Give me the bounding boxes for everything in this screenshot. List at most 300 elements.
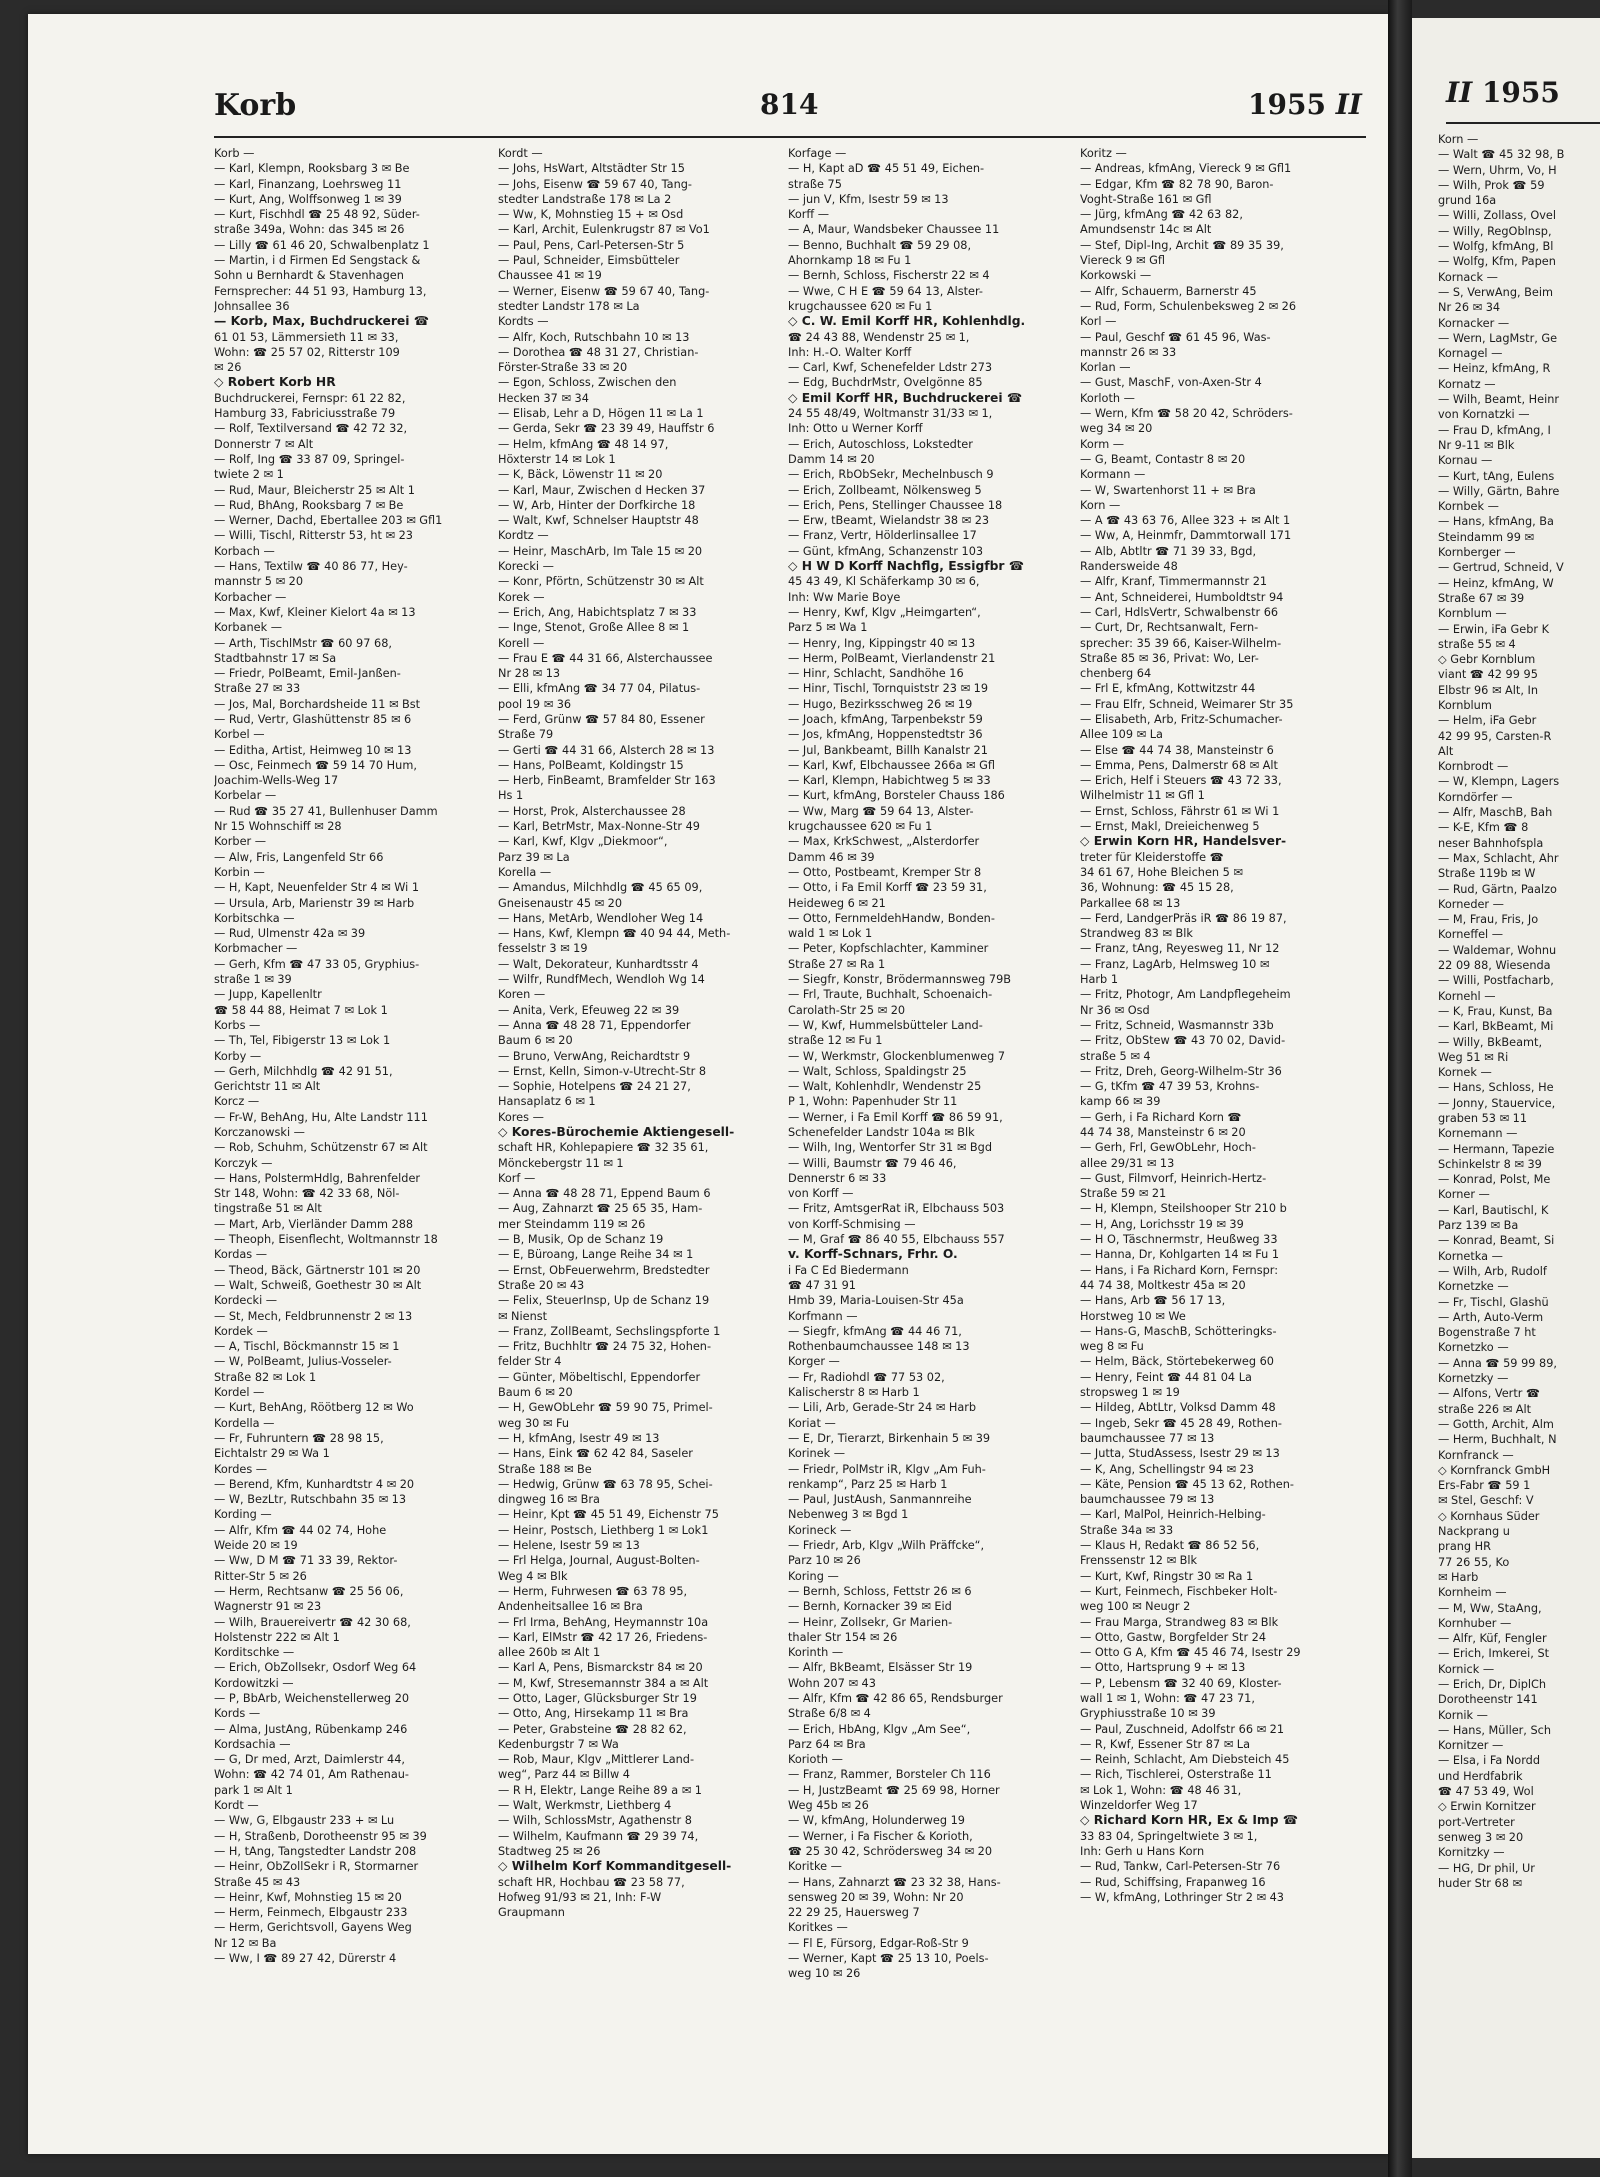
directory-entry-line: — Willi, Tischl, Ritterstr 53, ht ✉ 23	[214, 529, 413, 543]
directory-entry-line: Kordas —	[214, 1248, 268, 1262]
directory-entry-line: — S, VerwAng, Beim	[1438, 285, 1554, 299]
page-number: 814	[760, 88, 819, 121]
directory-entry-line: — Fr, Tischl, Glashü	[1438, 1295, 1549, 1309]
directory-entry-line: ◇ Robert Korb HR	[214, 375, 336, 390]
directory-entry-line: stropsweg 1 ✉ 19	[1080, 1386, 1180, 1400]
directory-entry-line: Koring —	[788, 1569, 839, 1583]
directory-entry-line: — Ferd, LandgerPräs iR ☎ 86 19 87,	[1080, 911, 1287, 925]
directory-entry-line: Hs 1	[498, 789, 524, 803]
directory-entry-line: — Egon, Schloss, Zwischen den	[498, 376, 677, 390]
directory-entry-line: — Alw, Fris, Langenfeld Str 66	[214, 850, 384, 864]
directory-entry-line: — Emma, Pens, Dalmerstr 68 ✉ Alt	[1080, 758, 1278, 772]
directory-entry-line: Korcz —	[214, 1095, 260, 1109]
directory-entry-line: — Siegfr, kfmAng ☎ 44 46 71,	[788, 1324, 962, 1338]
directory-entry-line: Kording —	[214, 1508, 272, 1522]
directory-entry-line: ◇ Kornfranck GmbH	[1438, 1463, 1551, 1477]
directory-entry-line: Horstweg 10 ✉ We	[1080, 1309, 1186, 1323]
directory-entry-line: — Max, Kwf, Kleiner Kielort 4a ✉ 13	[214, 605, 416, 619]
directory-entry-line: — Herm, Gerichtsvoll, Gayens Weg	[214, 1921, 412, 1935]
directory-entry-line: — Rud, BhAng, Rooksbarg 7 ✉ Be	[214, 498, 404, 512]
directory-entry-line: — Herb, FinBeamt, Bramfelder Str 163	[498, 774, 716, 788]
directory-entry-line: Chaussee 41 ✉ 19	[498, 269, 602, 283]
directory-entry-line: — Alfr, Küf, Fengler	[1438, 1632, 1547, 1646]
directory-entry-line: Carolath-Str 25 ✉ 20	[788, 1003, 906, 1017]
directory-entry-line: — Hans, Textilw ☎ 40 86 77, Hey-	[214, 560, 408, 574]
directory-entry-line: — Frl Irma, BehAng, Heymannstr 10a	[498, 1615, 709, 1629]
directory-entry-line: 42 99 95, Carsten-R	[1438, 729, 1552, 743]
directory-entry-line: Gerichtstr 11 ✉ Alt	[214, 1080, 321, 1094]
directory-entry-line: Kornblum	[1438, 698, 1492, 712]
directory-entry-line: treter für Kleiderstoffe ☎	[1080, 850, 1224, 864]
directory-entry-line: tingstraße 51 ✉ Alt	[214, 1202, 322, 1216]
directory-entry-line: — Carl, Kwf, Schenefelder Ldstr 273	[788, 361, 993, 375]
directory-entry-line: Joachim-Wells-Weg 17	[214, 774, 339, 788]
directory-entry-line: — Hans, PolstermHdlg, Bahrenfelder	[214, 1171, 421, 1185]
directory-entry-line: Weg 4 ✉ Blk	[498, 1569, 568, 1583]
directory-entry-line: — Rud, Gärtn, Paalzo	[1438, 882, 1557, 896]
directory-entry-line: — Hans, kfmAng, Ba	[1438, 515, 1554, 529]
directory-entry-line: Kornberger —	[1438, 546, 1516, 560]
directory-entry-line: mannstr 26 ✉ 33	[1080, 345, 1177, 359]
directory-entry-line: von Korff —	[788, 1187, 854, 1201]
directory-entry-line: — W, PolBeamt, Julius-Vosseler-	[214, 1355, 392, 1369]
directory-entry-line: — Walt, Schweiß, Goethestr 30 ✉ Alt	[214, 1278, 422, 1292]
page-volume: II	[1335, 88, 1362, 121]
directory-entry-line: Korbel —	[214, 728, 265, 742]
directory-entry-line: — Günt, kfmAng, Schanzenstr 103	[788, 544, 984, 558]
directory-entry-line: Kornblum —	[1438, 607, 1507, 621]
directory-entry-line: und Herdfabrik	[1438, 1769, 1523, 1783]
directory-entry-line: Kordsachia —	[214, 1737, 291, 1751]
directory-entry-line: — Heinr, Postsch, Liethberg 1 ✉ Lok1	[498, 1523, 709, 1537]
directory-entry-line: Schinkelstr 8 ✉ 39	[1438, 1157, 1542, 1171]
directory-entry-line: — H, Straßenb, Dorotheenstr 95 ✉ 39	[214, 1829, 427, 1843]
directory-entry-line: — Hans, Arb ☎ 56 17 13,	[1080, 1294, 1226, 1308]
directory-entry-line: — Willy, Gärtn, Bahre	[1438, 484, 1560, 498]
directory-entry-line: — Kurt, tAng, Eulens	[1438, 469, 1555, 483]
directory-entry-line: Straße 34a ✉ 33	[1080, 1523, 1174, 1537]
directory-entry-line: Straße 27 ✉ Ra 1	[788, 957, 886, 971]
directory-entry-line: Dorotheenstr 141	[1438, 1693, 1538, 1707]
directory-entry-line: Amundsenstr 14c ✉ Alt	[1080, 223, 1212, 237]
directory-entry-line: 44 74 38, Moltkestr 45a ✉ 20	[1080, 1278, 1246, 1292]
directory-entry-line: Korkowski —	[1080, 269, 1152, 283]
directory-entry-line: prang HR	[1438, 1540, 1492, 1554]
directory-entry-line: — W, kfmAng, Lothringer Str 2 ✉ 43	[1080, 1890, 1284, 1904]
directory-entry-line: Rothenbaumchaussee 148 ✉ 13	[788, 1340, 970, 1354]
directory-entry-line: — Otto G A, Kfm ☎ 45 46 74, Isestr 29	[1080, 1646, 1301, 1660]
directory-entry-line: — Willy, BkBeamt,	[1438, 1035, 1543, 1049]
directory-entry-line: — Hans, MetArb, Wendloher Weg 14	[498, 911, 704, 925]
directory-entry-line: ✉ 26	[214, 361, 242, 375]
directory-entry-line: Korloth —	[1080, 391, 1135, 405]
directory-entry-line: — K, Frau, Kunst, Ba	[1438, 1004, 1553, 1018]
directory-entry-line: — Erw, tBeamt, Wielandstr 38 ✉ 23	[788, 514, 990, 528]
directory-entry-line: — Edg, BuchdrMstr, Ovelgönne 85	[788, 376, 983, 390]
directory-entry-line: ◇ Erwin Korn HR, Handelsver-	[1080, 834, 1287, 849]
directory-entry-line: — Ww, I ☎ 89 27 42, Dürerstr 4	[214, 1952, 397, 1966]
directory-entry-line: — Paul, JustAush, Sanmannreihe	[788, 1493, 972, 1507]
directory-entry-line: — Elisab, Lehr a D, Högen 11 ✉ La 1	[498, 407, 704, 421]
directory-entry-line: Korioth —	[788, 1753, 843, 1767]
directory-entry-line: — Elisabeth, Arb, Fritz-Schumacher-	[1080, 712, 1283, 726]
directory-entry-line: 44 74 38, Mansteinstr 6 ✉ 20	[1080, 1126, 1246, 1139]
directory-entry-line: stedter Landstraße 178 ✉ La 2	[498, 192, 672, 206]
directory-entry-line: ✉ Lok 1, Wohn: ☎ 48 46 31,	[1080, 1783, 1242, 1797]
directory-entry-line: — Arth, TischlMstr ☎ 60 97 68,	[214, 636, 392, 650]
directory-entry-line: Korek —	[498, 590, 545, 604]
directory-entry-line: — Fritz, Dreh, Georg-Wilhelm-Str 36	[1080, 1064, 1282, 1078]
directory-entry-line: straße 75	[788, 177, 842, 191]
column-1	[214, 146, 494, 1966]
directory-entry-line: — Jürg, kfmAng ☎ 42 63 82,	[1080, 208, 1243, 222]
directory-entry-line: weg 8 ✉ Fu	[1080, 1340, 1144, 1354]
directory-entry-line: — Jos, Mal, Borchardsheide 11 ✉ Bst	[214, 697, 421, 711]
directory-entry-line: — W, Werkmstr, Glockenblumenweg 7	[788, 1049, 1006, 1063]
directory-entry-line: — Jos, kfmAng, Hoppenstedtstr 36	[788, 728, 983, 742]
directory-entry-line: — Walt, Kwf, Schnelser Hauptstr 48	[498, 514, 699, 528]
directory-entry-line: Kordella —	[214, 1416, 275, 1430]
directory-entry-line: baumchaussee 77 ✉ 13	[1080, 1431, 1215, 1445]
directory-entry-line: Bogenstraße 7 ht	[1438, 1326, 1536, 1340]
directory-entry-line: — Dorothea ☎ 48 31 27, Christian-	[498, 345, 699, 359]
directory-entry-line: — Alfr, Koch, Rutschbahn 10 ✉ 13	[498, 330, 690, 344]
directory-entry-line: — Ww, G, Elbgaustr 233 + ✉ Lu	[214, 1814, 395, 1828]
directory-entry-line: mer Steindamm 119 ✉ 26	[498, 1217, 646, 1231]
directory-entry-line: — Franz, Rammer, Borsteler Ch 116	[788, 1768, 991, 1782]
directory-entry-line: ◇ H W D Korff Nachflg, Essigfbr ☎	[788, 559, 1025, 574]
directory-entry-line: viant ☎ 42 99 95	[1438, 668, 1538, 682]
directory-entry-line: — Arth, Auto-Verm	[1438, 1310, 1544, 1324]
directory-entry-line: Kordes —	[214, 1462, 268, 1476]
directory-entry-line: — Henry, Ing, Kippingstr 40 ✉ 13	[788, 636, 976, 650]
directory-entry-line: Inh: Otto u Werner Korff	[788, 422, 923, 436]
directory-entry-line: — Anna ☎ 48 28 71, Eppend Baum 6	[498, 1187, 711, 1201]
directory-entry-line: — G, Beamt, Contastr 8 ✉ 20	[1080, 452, 1246, 466]
directory-entry-line: ✉ Stel, Geschf: V	[1438, 1494, 1534, 1508]
page-year-volume	[1248, 88, 1362, 132]
directory-entry-line: Korfmann —	[788, 1309, 858, 1323]
directory-entry-line: Korczanowski —	[214, 1126, 305, 1139]
directory-entry-line: straße 5 ✉ 4	[1080, 1049, 1151, 1063]
directory-entry-line: Kornack —	[1438, 270, 1498, 284]
directory-entry-line: Straße 45 ✉ 43	[214, 1875, 301, 1889]
directory-entry-line: ◇ Emil Korff HR, Buchdruckerei ☎	[788, 390, 1023, 405]
directory-entry-line: — Jonny, Stauervice,	[1438, 1096, 1556, 1110]
next-page-rule	[1446, 122, 1600, 124]
directory-entry-line: — St, Mech, Feldbrunnenstr 2 ✉ 13	[214, 1309, 413, 1323]
directory-entry-line: — Heinr, MaschArb, Im Tale 15 ✉ 20	[498, 544, 703, 558]
directory-entry-line: 36, Wohnung: ☎ 45 15 28,	[1080, 881, 1234, 895]
directory-entry-line: ◇ Richard Korn HR, Ex & Imp ☎	[1080, 1813, 1299, 1828]
directory-entry-line: ☎ 58 44 88, Heimat 7 ✉ Lok 1	[214, 1003, 388, 1017]
directory-entry-line: — Johs, HsWart, Altstädter Str 15	[498, 162, 685, 176]
directory-entry-line: — Wilh, SchlossMstr, Agathenstr 8	[498, 1814, 692, 1828]
directory-entry-line: krugchaussee 620 ✉ Fu 1	[788, 299, 933, 313]
directory-entry-line: — Friedr, Arb, Klgv „Wilh Präffcke“,	[788, 1539, 985, 1553]
directory-entry-line: — Elsa, i Fa Nordd	[1438, 1754, 1541, 1768]
directory-entry-line: Korecki —	[498, 560, 554, 574]
directory-entry-line: 24 55 48/49, Woltmanstr 31/33 ✉ 1,	[788, 407, 993, 421]
directory-entry-line: — Ursula, Arb, Marienstr 39 ✉ Harb	[214, 896, 415, 910]
directory-entry-line: — Gerti ☎ 44 31 66, Alsterch 28 ✉ 13	[498, 743, 715, 757]
directory-entry-line: — H, Ang, Lorichsstr 19 ✉ 39	[1080, 1217, 1244, 1231]
directory-entry-line: — Anita, Verk, Efeuweg 22 ✉ 39	[498, 1003, 680, 1017]
directory-entry-line: Wohn 207 ✉ 43	[788, 1676, 876, 1690]
directory-entry-line: Elbstr 96 ✉ Alt, In	[1438, 683, 1538, 697]
directory-entry-line: — Martin, i d Firmen Ed Sengstack &	[214, 254, 421, 268]
directory-entry-line: — Berend, Kfm, Kunhardtstr 4 ✉ 20	[214, 1477, 415, 1491]
directory-entry-line: — Johs, Eisenw ☎ 59 67 40, Tang-	[498, 177, 692, 191]
directory-entry-line: wald 1 ✉ Lok 1	[788, 927, 873, 941]
directory-entry-line: — Frau D, kfmAng, I	[1438, 423, 1551, 437]
directory-entry-line: — Wwe, C H E ☎ 59 64 13, Alster-	[788, 284, 984, 298]
directory-entry-line: — Edgar, Kfm ☎ 82 78 90, Baron-	[1080, 177, 1274, 191]
directory-entry-line: — Heinr, Kwf, Mohnstieg 15 ✉ 20	[214, 1890, 402, 1904]
directory-entry-line: — Helm, Bäck, Störtebekerweg 60	[1080, 1355, 1274, 1369]
directory-entry-line: ☎ 25 30 42, Schrödersweg 34 ✉ 20	[788, 1844, 993, 1858]
directory-entry-line: allee 29/31 ✉ 13	[1080, 1156, 1175, 1170]
directory-entry-line: Korbin —	[214, 865, 265, 879]
directory-entry-line: — Willi, Zollass, Ovel	[1438, 209, 1557, 223]
directory-entry-line: — Wilh, Brauereivertr ☎ 42 30 68,	[214, 1615, 411, 1629]
directory-entry-line: Korlan —	[1080, 361, 1131, 375]
directory-entry-line: Kordel —	[214, 1386, 265, 1400]
directory-entry-line: — Waldemar, Wohnu	[1438, 943, 1557, 957]
directory-entry-line: — Ww, D M ☎ 71 33 39, Rektor-	[214, 1554, 398, 1568]
directory-entry-line: — Walt ☎ 45 32 98, B	[1438, 148, 1565, 162]
directory-entry-line: — Franz, LagArb, Helmsweg 10 ✉	[1080, 957, 1270, 971]
directory-entry-line: Parz 64 ✉ Bra	[788, 1737, 866, 1751]
directory-entry-line: — M, Kwf, Stresemannstr 384 a ✉ Alt	[498, 1676, 709, 1690]
directory-entry-line: — W, Kwf, Hummelsbütteler Land-	[788, 1018, 983, 1032]
directory-entry-line: — Otto, Ang, Hirsekamp 11 ✉ Bra	[498, 1707, 689, 1721]
directory-entry-line: — Hans, Müller, Sch	[1438, 1723, 1552, 1737]
directory-entry-line: Korella —	[498, 865, 552, 879]
directory-entry-line: — Alb, Abtltr ☎ 71 39 33, Bgd,	[1080, 544, 1257, 558]
directory-entry-line: Kornetzko —	[1438, 1341, 1509, 1355]
directory-entry-line: Korm —	[1080, 437, 1125, 451]
directory-entry-line: — Alfons, Vertr ☎	[1438, 1387, 1541, 1401]
directory-entry-line: — HG, Dr phil, Ur	[1438, 1861, 1535, 1875]
directory-entry-line: — Ernst, Makl, Dreieichenweg 5	[1080, 820, 1260, 834]
directory-entry-line: — Gerh, Kfm ☎ 47 33 05, Gryphius-	[214, 957, 420, 971]
directory-entry-line: — Fritz, ObStew ☎ 43 70 02, David-	[1080, 1034, 1286, 1048]
directory-entry-line: — Erich, HbAng, Klgv „Am See“,	[788, 1722, 971, 1736]
directory-entry-line: 22 29 25, Hauersweg 7	[788, 1906, 920, 1920]
directory-entry-line: Ritter-Str 5 ✉ 26	[214, 1569, 307, 1583]
directory-entry-line: Kornitzer —	[1438, 1739, 1504, 1753]
directory-entry-line: schaft HR, Hochbau ☎ 23 58 77,	[498, 1875, 685, 1889]
directory-entry-line: Gneisenaustr 45 ✉ 20	[498, 896, 623, 910]
directory-entry-line: — A, Maur, Wandsbeker Chaussee 11	[788, 223, 1000, 237]
directory-entry-line: Kornehl —	[1438, 989, 1496, 1003]
directory-entry-line: — Theoph, Eisenflecht, Woltmannstr 18	[214, 1233, 438, 1247]
directory-entry-line: weg 100 ✉ Neugr 2	[1080, 1600, 1191, 1614]
directory-entry-line: Wohn: ☎ 42 74 01, Am Rathenau-	[214, 1768, 409, 1782]
directory-entry-line: — Else ☎ 44 74 38, Mansteinstr 6	[1080, 743, 1274, 757]
directory-entry-line: Mönckebergstr 11 ✉ 1	[498, 1156, 624, 1170]
directory-entry-line: — Franz, tAng, Reyesweg 11, Nr 12	[1080, 942, 1280, 956]
directory-entry-line: — Karl, Kwf, Klgv „Diekmoor“,	[498, 835, 668, 849]
directory-entry-line: Nr 36 ✉ Osd	[1080, 1003, 1150, 1017]
directory-entry-line: — Ant, Schneiderei, Humboldtstr 94	[1080, 590, 1284, 604]
directory-entry-line: Inh: Gerh u Hans Korn	[1080, 1844, 1205, 1858]
directory-entry-line: — B, Musik, Op de Schanz 19	[498, 1233, 664, 1247]
directory-entry-line: ◇ C. W. Emil Korff HR, Kohlenhdlg.	[788, 314, 1026, 329]
directory-entry-line: — Frl Helga, Journal, August-Bolten-	[498, 1554, 700, 1568]
directory-entry-line: Buchdruckerei, Fernspr: 61 22 82,	[214, 391, 406, 405]
directory-entry-line: Koren —	[498, 988, 546, 1002]
next-page	[1412, 18, 1600, 2158]
directory-entry-line: — Ww, Marg ☎ 59 64 13, Alster-	[788, 804, 974, 818]
directory-entry-line: — Heinr, Kpt ☎ 45 51 49, Eichenstr 75	[498, 1508, 719, 1522]
directory-entry-line: — Willy, RegOblnsp,	[1438, 224, 1552, 238]
directory-entry-line: chenberg 64	[1080, 667, 1152, 681]
directory-entry-line: — Rolf, Ing ☎ 33 87 09, Springel-	[214, 452, 405, 466]
directory-entry-line: Str 148, Wohn: ☎ 42 33 68, Nöl-	[214, 1187, 400, 1201]
directory-entry-line: wall 1 ✉ 1, Wohn: ☎ 47 23 71,	[1080, 1691, 1255, 1705]
directory-entry-line: — Herm, Fuhrwesen ☎ 63 78 95,	[498, 1584, 688, 1598]
directory-entry-line: Kalischerstr 8 ✉ Harb 1	[788, 1386, 920, 1400]
directory-entry-line: — Fl E, Fürsorg, Edgar-Roß-Str 9	[788, 1936, 969, 1950]
directory-entry-line: — Karl, BetrMstr, Max-Nonne-Str 49	[498, 820, 700, 834]
directory-entry-line: — P, BbArb, Weichenstellerweg 20	[214, 1691, 410, 1705]
directory-entry-line: — Rud, Maur, Bleicherstr 25 ✉ Alt 1	[214, 483, 415, 497]
directory-entry-line: — A ☎ 43 63 76, Allee 323 + ✉ Alt 1	[1080, 514, 1291, 528]
directory-entry-line: Sohn u Bernhardt & Stavenhagen	[214, 269, 404, 283]
directory-entry-line: — Otto, Hartsprung 9 + ✉ 13	[1080, 1661, 1246, 1675]
directory-entry-line: Kordt —	[498, 147, 543, 160]
directory-entry-line: — Peter, Grabsteine ☎ 28 82 62,	[498, 1722, 687, 1736]
directory-entry-line: Korbacher —	[214, 590, 287, 604]
directory-entry-line: — Gerh, i Fa Richard Korn ☎	[1080, 1110, 1242, 1124]
directory-entry-line: Strandweg 83 ✉ Blk	[1080, 927, 1193, 941]
directory-entry-line: — Horst, Prok, Alsterchaussee 28	[498, 804, 686, 818]
directory-entry-line: renkamp“, Parz 25 ✉ Harb 1	[788, 1477, 948, 1491]
directory-entry-line: — Bernh, Schloss, Fettstr 26 ✉ 6	[788, 1584, 972, 1598]
directory-entry-line: ◇ Erwin Kornitzer	[1438, 1800, 1536, 1814]
directory-entry-line: — Kurt, Feinmech, Fischbeker Holt-	[1080, 1584, 1278, 1598]
directory-entry-line: — Aug, Zahnarzt ☎ 25 65 35, Ham-	[498, 1202, 703, 1216]
directory-entry-line: — K-E, Kfm ☎ 8	[1438, 821, 1529, 835]
directory-entry-line: — Erich, Zollbeamt, Nölkensweg 5	[788, 483, 982, 497]
directory-entry-line: — H, Kapt aD ☎ 45 51 49, Eichen-	[788, 162, 985, 176]
directory-entry-line: — Klaus H, Redakt ☎ 86 52 56,	[1080, 1539, 1260, 1553]
directory-entry-line: Korell —	[498, 636, 545, 650]
directory-entry-line: krugchaussee 620 ✉ Fu 1	[788, 820, 933, 834]
directory-entry-line: — Carl, HdlsVertr, Schwalbenstr 66	[1080, 605, 1279, 619]
directory-entry-line: Straße 6/8 ✉ 4	[788, 1707, 871, 1721]
directory-entry-line: — Frau E ☎ 44 31 66, Alsterchaussee	[498, 651, 713, 665]
directory-entry-line: — Osc, Feinmech ☎ 59 14 70 Hum,	[214, 758, 417, 772]
directory-entry-line: — Alfr, Kfm ☎ 44 02 74, Hohe	[214, 1523, 387, 1537]
directory-entry-line: — Otto, FernmeldehHandw, Bonden-	[788, 911, 995, 925]
directory-entry-line: Straße 188 ✉ Be	[498, 1462, 592, 1476]
directory-entry-line: Kedenburgstr 7 ✉ Wa	[498, 1737, 619, 1751]
directory-entry-line: — Konrad, Polst, Me	[1438, 1173, 1551, 1187]
directory-entry-line: — Karl, MalPol, Heinrich-Helbing-	[1080, 1508, 1266, 1522]
directory-entry-line: — Willi, Baumstr ☎ 79 46 46,	[788, 1156, 957, 1170]
directory-entry-line: Korczyk —	[214, 1156, 273, 1170]
directory-entry-line: straße 226 ✉ Alt	[1438, 1402, 1532, 1416]
directory-entry-line: Stadtbahnstr 17 ✉ Sa	[214, 651, 337, 665]
directory-entry-line: — Wilh, Ing, Wentorfer Str 31 ✉ Bgd	[788, 1141, 992, 1155]
directory-entry-line: — Karl, BkBeamt, Mi	[1438, 1020, 1554, 1034]
directory-entry-line: — H, GewObLehr ☎ 59 90 75, Primel-	[498, 1401, 713, 1415]
directory-entry-line: Nr 12 ✉ Ba	[214, 1936, 277, 1950]
directory-entry-line: Kores —	[498, 1110, 544, 1124]
directory-entry-line: Steindamm 99 ✉	[1438, 530, 1534, 544]
directory-entry-line: Korber —	[214, 835, 267, 849]
directory-entry-line: Nr 15 Wohnschiff ✉ 28	[214, 820, 342, 834]
book-gutter	[1388, 0, 1412, 2177]
directory-entry-line: — K, Bäck, Löwenstr 11 ✉ 20	[498, 468, 663, 482]
directory-entry-line: Straße 82 ✉ Lok 1	[214, 1370, 317, 1384]
directory-entry-line: — Ingeb, Sekr ☎ 45 28 49, Rothen-	[1080, 1416, 1282, 1430]
directory-entry-line: Korbitschka —	[214, 911, 295, 925]
directory-entry-line: dingweg 16 ✉ Bra	[498, 1493, 600, 1507]
directory-entry-line: von Korff-Schmising —	[788, 1217, 916, 1231]
directory-entry-line: Heideweg 6 ✉ 21	[788, 896, 886, 910]
directory-entry-line: Korn —	[1438, 133, 1479, 146]
directory-entry-line: — Helm, iFa Gebr	[1438, 714, 1537, 728]
directory-entry-line: Hamburg 33, Fabriciusstraße 79	[214, 407, 396, 421]
directory-entry-line: — Theod, Bäck, Gärtnerstr 101 ✉ 20	[214, 1263, 421, 1277]
directory-entry-line: Kornagel —	[1438, 347, 1503, 361]
directory-entry-line: — Gust, Filmvorf, Heinrich-Hertz-	[1080, 1171, 1267, 1185]
directory-entry-line: — E, Büroang, Lange Reihe 34 ✉ 1	[498, 1248, 694, 1262]
directory-entry-line: Hmb 39, Maria-Louisen-Str 45a	[788, 1294, 964, 1308]
directory-entry-line: — Curt, Dr, Rechtsanwalt, Fern-	[1080, 621, 1259, 635]
directory-entry-line: Nr 9-11 ✉ Blk	[1438, 438, 1515, 452]
directory-entry-line: — Erich, Autoschloss, Lokstedter	[788, 437, 973, 451]
directory-entry-line: Nebenweg 3 ✉ Bgd 1	[788, 1508, 909, 1522]
directory-entry-line: — Ernst, Kelln, Simon-v-Utrecht-Str 8	[498, 1064, 707, 1078]
directory-entry-line: Korineck —	[788, 1523, 852, 1537]
directory-entry-line: — Rob, Schuhm, Schützenstr 67 ✉ Alt	[214, 1141, 428, 1155]
directory-entry-line: — Ernst, Schloss, Fährstr 61 ✉ Wi 1	[1080, 804, 1280, 818]
page-keyword: Korb	[214, 88, 297, 123]
directory-entry-line: Graupmann	[498, 1906, 565, 1920]
directory-entry-line: — Joach, kfmAng, Tarpenbekstr 59	[788, 712, 983, 726]
directory-entry-line: — Karl, ElMstr ☎ 42 17 26, Friedens-	[498, 1630, 708, 1644]
directory-entry-line: 61 01 53, Lämmersieth 11 ✉ 33,	[214, 330, 399, 344]
directory-entry-line: — W, Klempn, Lagers	[1438, 775, 1560, 789]
directory-entry-line: i Fa C Ed Biedermann	[788, 1263, 909, 1277]
directory-entry-line: Kornik —	[1438, 1708, 1488, 1722]
directory-entry-line: — Karl, Maur, Zwischen d Hecken 37	[498, 483, 706, 497]
directory-entry-line: Kornhuber —	[1438, 1616, 1512, 1630]
directory-entry-line: — jun V, Kfm, Isestr 59 ✉ 13	[788, 192, 949, 206]
directory-entry-line: — P, Lebensm ☎ 32 40 69, Kloster-	[1080, 1676, 1282, 1690]
directory-entry-line: Kordt —	[214, 1799, 259, 1813]
directory-entry-line: baumchaussee 79 ✉ 13	[1080, 1493, 1215, 1507]
directory-entry-line: — Ernst, ObFeuerwehrm, Bredstedter	[498, 1263, 710, 1277]
directory-entry-line: Kornfranck —	[1438, 1448, 1514, 1462]
directory-entry-line: — Heinr, ObZollSekr i R, Stormarner	[214, 1860, 419, 1874]
directory-entry-line: — Kurt, Kwf, Ringstr 30 ✉ Ra 1	[1080, 1569, 1254, 1583]
directory-entry-line: — Max, KrkSchwest, „Alsterdorfer	[788, 835, 980, 849]
directory-entry-line: thaler Str 154 ✉ 26	[788, 1630, 898, 1644]
directory-entry-line: Korbach —	[214, 544, 275, 558]
directory-entry-line: — Reinh, Schlacht, Am Diebsteich 45	[1080, 1753, 1290, 1767]
directory-entry-line: — Fr-W, BehAng, Hu, Alte Landstr 111	[214, 1110, 428, 1124]
directory-entry-line: Straße 27 ✉ 33	[214, 682, 301, 696]
next-page-column	[1438, 132, 1600, 1891]
directory-entry-line: — Paul, Schneider, Eimsbütteler	[498, 254, 680, 268]
directory-entry-line: Parz 139 ✉ Ba	[1438, 1219, 1519, 1233]
